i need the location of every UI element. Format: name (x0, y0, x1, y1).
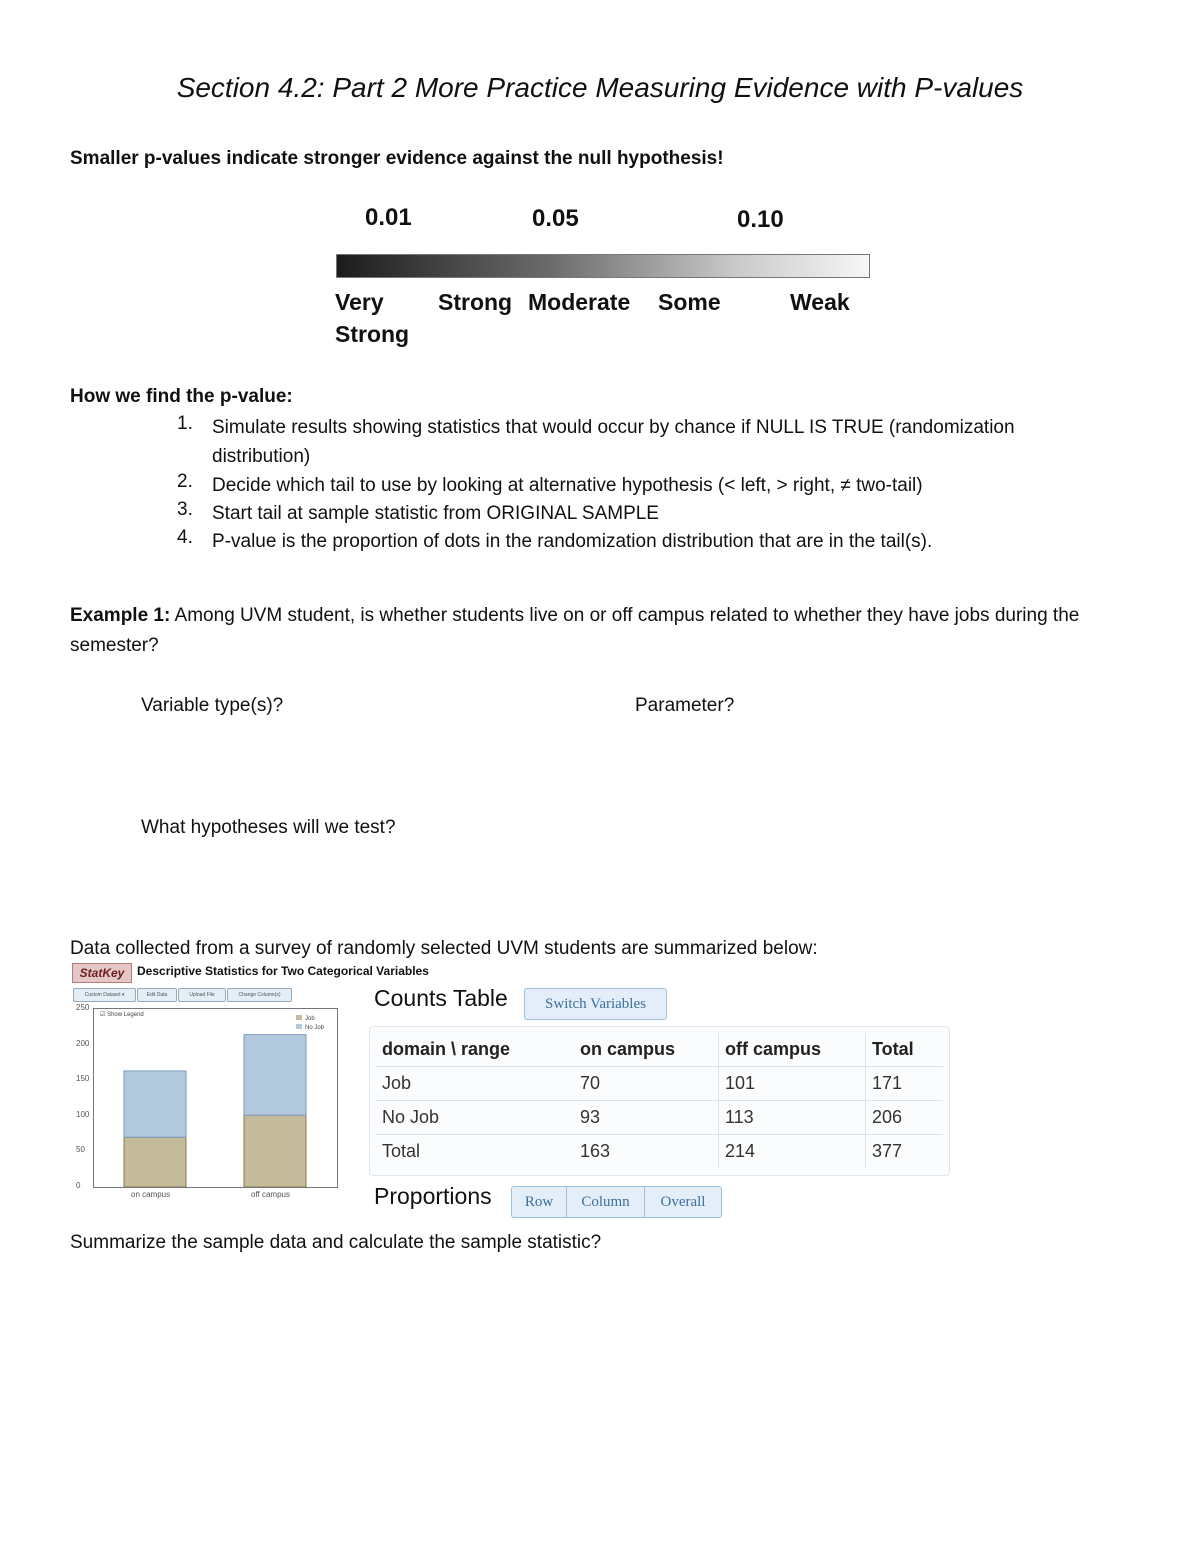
table-cell: 113 (719, 1101, 866, 1135)
step-text: P-value is the proportion of dots in the randomization distribution that are in the tail(s). (212, 531, 933, 552)
scale-label-some: Some (658, 289, 721, 315)
column-header: on campus (580, 1039, 676, 1059)
evidence-gradient-bar (336, 254, 870, 278)
y-tick-label: 250 (76, 1003, 90, 1012)
scale-label-very: Very (335, 289, 384, 315)
bar-no-job-on-campus (124, 1071, 186, 1137)
upload-file-button[interactable]: Upload File (178, 988, 226, 1002)
step-number: 3. (177, 499, 193, 520)
legend-label: No Job (305, 1025, 325, 1031)
table-row (376, 1067, 943, 1101)
table-cell: 171 (866, 1067, 944, 1101)
statkey-logo: StatKey (72, 963, 132, 983)
y-tick-label: 100 (76, 1109, 90, 1119)
table-cell: 377 (866, 1135, 944, 1169)
x-category-label: off campus (251, 1190, 290, 1199)
chart-plot-area (94, 1009, 337, 1187)
example-label: Example 1: (70, 605, 171, 626)
y-tick-label: 0 (76, 1181, 81, 1190)
show-legend-label: Show Legend (107, 1012, 144, 1018)
bar-job-on-campus (124, 1137, 186, 1187)
column-header: off campus (719, 1033, 866, 1067)
scale-label-weak: Weak (790, 289, 850, 315)
edit-data-button[interactable]: Edit Data (137, 988, 177, 1002)
stacked-bar-chart (93, 1008, 338, 1188)
overall-proportions-button[interactable]: Overall (644, 1186, 722, 1218)
row-label: Job (376, 1067, 574, 1101)
change-columns-button[interactable]: Change Column(s) (227, 988, 292, 1002)
row-label: Total (376, 1135, 574, 1169)
x-category-label: on campus (131, 1190, 171, 1199)
proportions-title: Proportions (374, 1183, 492, 1209)
bar-no-job-off-campus (244, 1035, 306, 1115)
table-cell: 214 (719, 1135, 866, 1169)
table-cell: 70 (574, 1067, 719, 1101)
scale-label-very-strong: Strong (335, 321, 410, 347)
checkbox-icon: ☑ (100, 1012, 106, 1018)
step-text: Start tail at sample statistic from ORIGINAL SAMPLE (212, 503, 659, 524)
counts-table-panel (369, 1026, 950, 1176)
table-row (376, 1101, 943, 1135)
table-header-row (376, 1033, 943, 1067)
y-tick-label: 150 (76, 1074, 90, 1084)
hypotheses-question: What hypotheses will we test? (141, 817, 396, 838)
y-tick-label: 50 (76, 1145, 85, 1155)
switch-variables-button[interactable]: Switch Variables (524, 988, 667, 1020)
legend-label: Job (305, 1016, 315, 1022)
variable-types-question: Variable type(s)? (141, 695, 284, 716)
find-pvalue-heading: How we find the p-value: (70, 386, 293, 407)
custom-dataset-button[interactable]: Custom Dataset ▾ (73, 988, 136, 1002)
table-cell: 206 (866, 1101, 944, 1135)
y-tick-label: 200 (76, 1038, 90, 1048)
step-text: Decide which tail to use by looking at alternative hypothesis (< left, > right, ≠ two-tail) (212, 475, 923, 496)
row-label: No Job (376, 1101, 574, 1135)
row-proportions-button[interactable]: Row (511, 1186, 567, 1218)
data-intro: Data collected from a survey of randomly selected UVM students are summarized below: (70, 938, 818, 959)
counts-table-title: Counts Table (374, 985, 508, 1011)
counts-table (376, 1033, 943, 1168)
scale-label-moderate: Moderate (528, 289, 631, 315)
scale-value-001: 0.01 (365, 204, 412, 231)
column-header: domain \ range (382, 1039, 511, 1059)
table-cell: 93 (574, 1101, 719, 1135)
table-row (376, 1135, 943, 1169)
example-text: Among UVM student, is whether students live on or off campus related to whether they have jobs during the (170, 605, 1080, 626)
table-cell: 101 (719, 1067, 866, 1101)
column-header: Total (866, 1033, 944, 1067)
step-number: 4. (177, 527, 193, 548)
example-text-continued: semester? (70, 635, 159, 656)
bar-job-off-campus (244, 1115, 306, 1187)
example-question (70, 605, 1079, 627)
page-title: Section 4.2: Part 2 More Practice Measuring Evidence with P-values (176, 72, 1024, 103)
scale-value-010: 0.10 (737, 206, 784, 233)
step-number: 2. (177, 471, 193, 492)
column-proportions-button[interactable]: Column (566, 1186, 645, 1218)
summarize-prompt: Summarize the sample data and calculate the sample statistic? (70, 1232, 602, 1253)
scale-value-005: 0.05 (532, 205, 579, 232)
parameter-question: Parameter? (635, 695, 735, 716)
step-number: 1. (177, 413, 193, 434)
scale-label-strong: Strong (438, 289, 513, 315)
intro-statement: Smaller p-values indicate stronger evidence against the null hypothesis! (70, 148, 724, 169)
statkey-title: Descriptive Statistics for Two Categorical Variables (137, 964, 429, 978)
table-cell: 163 (574, 1135, 719, 1169)
step-text: Simulate results showing statistics that would occur by chance if NULL IS TRUE (randomization distribution) (212, 417, 1015, 467)
